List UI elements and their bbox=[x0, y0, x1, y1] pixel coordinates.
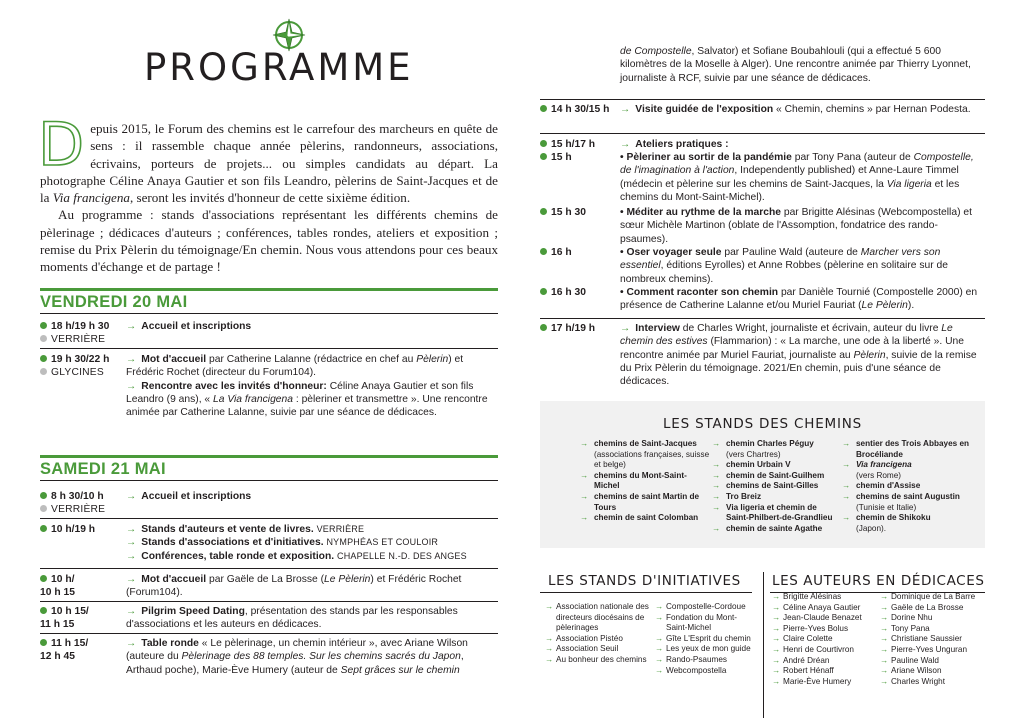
author-item-text: André Dréan bbox=[783, 655, 830, 665]
event-label: Accueil et inscriptions bbox=[141, 321, 252, 332]
arrow-icon: → bbox=[126, 354, 137, 365]
arrow-icon: → bbox=[545, 633, 554, 643]
intro-p1: epuis 2015, le Forum des chemins est le carrefour des marcheurs en quête de sens : il rassemble chaque année pèlerins, randonneurs, associations, écrivains, porteurs de projets... ou simples candidats au départ. La photographe Céline Anaya Gautier et son fils Leandro, pèlerins de Saint-Jacques et de la bbox=[40, 121, 498, 206]
author-item-text: Gaële de La Brosse bbox=[891, 602, 964, 612]
stand-item bbox=[842, 481, 972, 492]
stand-name: chemin d'Assise bbox=[856, 481, 921, 491]
stand-name: sentier des Trois Abbayes en Brocéliande bbox=[856, 439, 970, 459]
author-item bbox=[880, 634, 988, 645]
time: 19 h 30/22 h bbox=[51, 354, 110, 365]
event-text: , Arthaud poche), Marie-Ève Humery (auteur de bbox=[126, 651, 464, 676]
initiative-item bbox=[545, 655, 655, 666]
arrow-icon: → bbox=[712, 481, 721, 491]
stand-item bbox=[580, 471, 710, 492]
bullet-dot bbox=[540, 288, 547, 295]
event-bold: Conférences, table ronde et exposition. bbox=[141, 550, 335, 562]
intro-text bbox=[38, 110, 498, 276]
event-text: , éditions Eyrolles) et Anne Robbes (pèlerine en solitaire sur de nombreux chemins). bbox=[620, 260, 948, 285]
initiative-item bbox=[545, 634, 655, 645]
stand-name: Tro Breiz bbox=[726, 491, 762, 501]
bullet-dot bbox=[540, 248, 547, 255]
initiative-item-text: Rando-Psaumes bbox=[666, 654, 727, 664]
event-text: « Le pèlerinage, un chemin intérieur », avec Ariane Wilson (auteure du bbox=[126, 638, 468, 663]
event-bold: Interview bbox=[635, 323, 680, 334]
author-item bbox=[880, 613, 988, 624]
initiative-item-text: Association Seuil bbox=[556, 644, 619, 654]
bullet-dot bbox=[40, 525, 47, 532]
event-bold: Rencontre avec les invités d'honneur: bbox=[141, 380, 327, 392]
page-title: PROGRAMME bbox=[144, 46, 414, 89]
bullet-dot bbox=[40, 322, 47, 329]
stand-item bbox=[842, 492, 972, 513]
event-italic: Le chemin des estives bbox=[620, 323, 953, 348]
day-heading-samedi bbox=[40, 455, 498, 481]
event-text: ). bbox=[907, 300, 915, 312]
arrow-icon: → bbox=[712, 439, 721, 448]
stands-column-1 bbox=[580, 439, 710, 524]
event-italic: Pèlerin bbox=[853, 349, 886, 361]
author-item-text: Marie-Ève Humery bbox=[783, 676, 852, 686]
arrow-icon: → bbox=[126, 574, 137, 585]
arrow-icon: → bbox=[880, 634, 889, 644]
stand-name: chemins de Saint-Gilles bbox=[726, 481, 819, 491]
author-item-text: Robert Hénaff bbox=[783, 666, 834, 676]
section-title: LES STANDS DES CHEMINS bbox=[662, 416, 863, 432]
intro-p1-end: , seront les invités d'honneur de cette sixième édition. bbox=[129, 190, 411, 206]
initiative-item-text: Gîte L'Esprit du chemin bbox=[666, 633, 751, 643]
accent-bar bbox=[40, 455, 498, 458]
arrow-icon: → bbox=[580, 470, 589, 480]
stand-item bbox=[712, 503, 840, 524]
initiative-item-text: Fondation du Mont-Saint-Michel bbox=[666, 612, 738, 633]
author-item-text: Pierre-Yves Unguran bbox=[891, 644, 967, 654]
stand-name: chemin de Saint-Guilhem bbox=[726, 470, 825, 480]
arrow-icon: → bbox=[772, 644, 781, 654]
initiatives-column-1 bbox=[545, 602, 655, 666]
event-bold: Mot d'accueil bbox=[141, 354, 207, 365]
author-item bbox=[772, 592, 880, 603]
bullet-dot bbox=[40, 639, 47, 646]
author-item-text: Henri de Courtivron bbox=[783, 644, 854, 654]
arrow-icon: → bbox=[842, 460, 851, 470]
event-italic: Compostelle, de l'imagination à l'action bbox=[620, 152, 974, 177]
author-item bbox=[772, 624, 880, 635]
stand-item bbox=[580, 513, 710, 524]
arrow-icon: → bbox=[880, 592, 889, 601]
divider bbox=[540, 133, 985, 134]
place: VERRIÈRE bbox=[51, 504, 106, 516]
time: 15 h 30 bbox=[551, 207, 586, 218]
initiative-item-text: Association Pistéo bbox=[556, 633, 623, 643]
author-item bbox=[772, 677, 880, 688]
event-italic: La Via francigena bbox=[213, 393, 293, 405]
event-label: Accueil et inscriptions bbox=[141, 491, 252, 502]
stand-note: (Japon). bbox=[856, 523, 887, 533]
stand-item bbox=[712, 524, 840, 535]
bullet-dot bbox=[40, 335, 47, 342]
stand-item bbox=[712, 471, 840, 482]
arrow-icon: → bbox=[580, 513, 589, 523]
event-text: , suivie de la remise du Prix Pèlerin du témoignage. 2021/En chemin, puis d'une séance de dédicaces. bbox=[620, 349, 977, 388]
event-text: , Salvator) et Sofiane Boubahlouli (qui a effectué 5 600 kilomètres de la Moselle à Alger). Une rencontre animée par Thierry Lyonnet, journaliste à RCF, suivie par une séance de dédicaces. bbox=[620, 46, 971, 84]
bullet-dot bbox=[540, 105, 547, 112]
event-bold: Visite guidée de l'exposition bbox=[635, 104, 774, 115]
initiative-item bbox=[545, 644, 655, 655]
intro-p2: Au programme : stands d'associations représentant les différents chemins de pèlerinage ; dédicaces d'auteurs ; conférences, tables rondes, ateliers et exposition ; remise du Prix Pèlerin du témoignage/En chemin. Nous vous attendons pour ces beaux moments d'échange et de partage ! bbox=[40, 207, 498, 275]
event-text: ) et Frédéric Rochet (Forum104). bbox=[126, 574, 462, 599]
arrow-icon: → bbox=[842, 491, 851, 501]
bullet-dot bbox=[40, 607, 47, 614]
arrow-icon: → bbox=[126, 321, 137, 332]
event-italic: Via ligeria bbox=[886, 178, 932, 190]
event-italic: Pèlerinage des 88 temples. Sur les chemins sacrés du Japon bbox=[181, 651, 461, 663]
time: 8 h 30/10 h bbox=[51, 491, 104, 502]
divider bbox=[540, 99, 985, 100]
author-item bbox=[880, 666, 988, 677]
arrow-icon: → bbox=[772, 592, 781, 601]
divider bbox=[540, 318, 985, 319]
author-item-text: Charles Wright bbox=[891, 676, 945, 686]
event-bold: Pilgrim Speed Dating bbox=[141, 606, 245, 617]
author-item-text: Tony Pana bbox=[891, 623, 930, 633]
arrow-icon: → bbox=[772, 613, 781, 623]
arrow-icon: → bbox=[772, 634, 781, 644]
arrow-icon: → bbox=[126, 606, 137, 617]
stand-name: Via ligeria et chemin de Saint-Philbert-de-Grandlieu bbox=[726, 502, 833, 523]
initiative-item-text: Au bonheur des chemins bbox=[556, 654, 647, 664]
stand-name: chemins de Saint-Jacques bbox=[594, 439, 697, 448]
event-bold: Mot d'accueil bbox=[141, 574, 207, 585]
event-item bbox=[126, 550, 494, 563]
time: 16 h bbox=[551, 247, 572, 258]
arrow-icon: → bbox=[655, 644, 664, 654]
author-item bbox=[880, 645, 988, 656]
arrow-icon: → bbox=[580, 439, 589, 448]
event-bold: Stands d'associations et d'initiatives. bbox=[141, 537, 324, 549]
arrow-icon: → bbox=[545, 602, 554, 611]
initiative-item bbox=[655, 613, 755, 634]
arrow-icon: → bbox=[880, 623, 889, 633]
event-label: Ateliers pratiques : bbox=[635, 139, 729, 150]
event-text: par Tony Pana (auteur de bbox=[791, 152, 914, 163]
author-item bbox=[880, 603, 988, 614]
arrow-icon: → bbox=[880, 602, 889, 612]
time: 17 h/19 h bbox=[551, 323, 596, 334]
stands-chemins-box bbox=[540, 401, 985, 548]
event-item bbox=[126, 523, 494, 536]
arrow-icon: → bbox=[842, 439, 851, 448]
day-title: SAMEDI 21 MAI bbox=[40, 460, 166, 478]
stand-note: (vers Rome) bbox=[856, 470, 902, 480]
author-item-text: Dominique de La Barre bbox=[891, 592, 976, 601]
stand-item bbox=[712, 439, 840, 460]
event-text: (Flammarion) : « La marche, une ode à la liberté ». Une rencontre animée par Muriel Fauriat, journaliste au bbox=[620, 336, 964, 361]
time: 10 h/ bbox=[51, 574, 75, 585]
bullet-dot bbox=[40, 575, 47, 582]
arrow-icon: → bbox=[712, 523, 721, 533]
event-text: , présentation des stands par les responsables d'associations et les auteurs en dédicaces. bbox=[126, 606, 458, 631]
event-item bbox=[126, 380, 494, 420]
time: 14 h 30/15 h bbox=[551, 104, 610, 115]
arrow-icon: → bbox=[126, 491, 137, 502]
place: VERRIÈRE bbox=[316, 524, 365, 534]
event-text: ) et Frédéric Rochet (directeur du Forum104). bbox=[126, 354, 464, 379]
arrow-icon: → bbox=[620, 139, 631, 150]
author-item-text: Céline Anaya Gautier bbox=[783, 602, 861, 612]
time: 10 h 15 bbox=[40, 587, 75, 599]
authors-column-2 bbox=[880, 592, 988, 687]
arrow-icon: → bbox=[712, 491, 721, 501]
dropcap: D bbox=[38, 110, 85, 180]
stand-name: chemin de sainte Agathe bbox=[726, 523, 823, 533]
section-title: LES AUTEURS EN DÉDICACES bbox=[772, 573, 985, 589]
event-bold: Oser voyager seule bbox=[626, 247, 722, 258]
author-item bbox=[880, 656, 988, 667]
arrow-icon: → bbox=[620, 104, 631, 115]
divider bbox=[763, 572, 764, 718]
day-heading-vendredi bbox=[40, 288, 498, 314]
event-item bbox=[126, 353, 494, 380]
right-column: de Compostelle, Salvator) et Sofiane Boubahlouli (qui a effectué 5 600 kilomètres de la Moselle à Alger). Une rencontre animée par Thierry Lyonnet, journaliste à RCF, suivie par une séance de dédicaces. 14 h 30/15 h → Visite guidée de l'exposition « Chemin, chemins » par Hernan Podesta. 15 h/17 h → Ateliers pratiques : 15 h • Pèleriner au sortir de la pandémie par Tony Pana (auteur de Compostelle, de l'imagination à l'action, Independently published) et Anne-Laure Timmel (médecin et pèlerine sur les chemins de Saint-Jacques, la Via ligeria et les chemins du Mont-Saint-Michel). 15 h 30 • Méditer au rythme de la marche par Brigitte Alésinas (Webcompostella) et sœur Michèle Martinon (oblate de l'Assomption, fondatrice des rando-psaumes). 16 h • Oser voyager seule par Pauline Wald (auteure de Marcher vers son essentiel, éditions Eyrolles) et Anne Robbes (pèlerine en solitaire sur de nombreux chemins). 16 h 30 • Comment raconter son chemin par Danièle Tournié (Compostelle 2000) en présence de Catherine Lalanne et/ou Muriel Fauriat (Le Pèlerin). 17 h/19 h → Interview de Charles Wright, journaliste et écrivain, auteur du livre Le chemin des estives (Flammarion) : « La marche, une ode à la liberté ». Une rencontre animée par Muriel Fauriat, journaliste au Pèlerin, suivie de la remise du Prix Pèlerin du témoignage. 2021/En chemin, puis d'une séance de dédicaces. bbox=[540, 0, 985, 726]
event-text: par Brigitte Alésinas (Webcompostella) et sœur Michèle Martinon (oblate de l'Assomption, fondatrice des rando-psaumes). bbox=[620, 207, 972, 245]
author-item bbox=[772, 645, 880, 656]
day-title: VENDREDI 20 MAI bbox=[40, 293, 188, 311]
event-bold: Comment raconter son chemin bbox=[626, 287, 779, 298]
bullet-dot bbox=[540, 324, 547, 331]
arrow-icon: → bbox=[712, 502, 721, 512]
bullet-dot bbox=[540, 140, 547, 147]
arrow-icon: → bbox=[655, 633, 664, 643]
arrow-icon: → bbox=[545, 654, 554, 664]
stand-name: Via francigena bbox=[856, 460, 912, 470]
divider bbox=[40, 348, 498, 349]
bullet-dot bbox=[40, 505, 47, 512]
event-bold: Table ronde bbox=[141, 638, 199, 649]
author-item bbox=[880, 624, 988, 635]
time: 16 h 30 bbox=[551, 287, 586, 298]
author-item-text: Pauline Wald bbox=[891, 655, 939, 665]
initiatives-column-2 bbox=[655, 602, 755, 676]
event-text: par Catherine Lalanne (rédactrice en chef au bbox=[206, 354, 417, 365]
divider bbox=[40, 601, 498, 602]
event-text: par Gaële de La Brosse ( bbox=[206, 574, 325, 585]
initiative-item bbox=[655, 634, 755, 645]
divider bbox=[40, 568, 498, 569]
place: NYMPHÉAS ET COULOIR bbox=[326, 537, 439, 548]
arrow-icon: → bbox=[126, 638, 137, 649]
initiative-item bbox=[655, 655, 755, 666]
arrow-icon: → bbox=[655, 654, 664, 664]
arrow-icon: → bbox=[545, 644, 554, 654]
event-text: de Charles Wright, journaliste et écrivain, auteur du livre bbox=[679, 323, 942, 334]
author-item-text: Claire Colette bbox=[783, 634, 833, 644]
initiative-item bbox=[655, 644, 755, 655]
author-item-text: Ariane Wilson bbox=[891, 666, 942, 676]
stand-note: (Tunisie et Italie) bbox=[856, 502, 917, 512]
arrow-icon: → bbox=[842, 481, 851, 491]
stand-item bbox=[842, 513, 972, 534]
stand-item bbox=[842, 460, 972, 481]
bullet-dot bbox=[540, 153, 547, 160]
time: 10 h 15/ bbox=[51, 606, 89, 617]
event-bold: Stands d'auteurs et vente de livres. bbox=[141, 524, 314, 535]
event-text: Céline Anaya Gautier et son fils Leandro (9 ans), « bbox=[126, 380, 474, 405]
divider bbox=[40, 633, 498, 634]
stand-name: chemin Charles Péguy bbox=[726, 439, 814, 448]
arrow-icon: → bbox=[712, 470, 721, 480]
bullet-dot bbox=[40, 368, 47, 375]
author-item bbox=[772, 634, 880, 645]
stand-item bbox=[712, 492, 840, 503]
arrow-icon: → bbox=[126, 537, 137, 549]
stand-name: chemin de saint Colomban bbox=[594, 513, 699, 523]
event-text: : pèleriner et transmettre ». Une rencontre animée par Catherine Lalanne, suivie par une séance de dédicaces. bbox=[126, 393, 488, 419]
event-item bbox=[126, 536, 494, 549]
arrow-icon: → bbox=[772, 602, 781, 612]
stands-column-2 bbox=[712, 439, 840, 534]
time: 15 h bbox=[551, 152, 572, 163]
arrow-icon: → bbox=[880, 613, 889, 623]
arrow-icon: → bbox=[772, 655, 781, 665]
event-italic: Marcher vers son essentiel bbox=[620, 247, 941, 272]
stand-name: chemin de Shikoku bbox=[856, 513, 931, 523]
arrow-icon: → bbox=[712, 460, 721, 470]
stands-column-3 bbox=[842, 439, 972, 534]
place: VERRIÈRE bbox=[51, 334, 106, 346]
initiative-item-text: Compostelle-Cordoue bbox=[666, 602, 746, 611]
arrow-icon: → bbox=[880, 644, 889, 654]
stand-name: chemin Urbain V bbox=[726, 460, 791, 470]
initiative-item bbox=[655, 666, 755, 677]
stand-item bbox=[580, 439, 710, 471]
arrow-icon: → bbox=[655, 665, 664, 675]
stand-note: (vers Chartres) bbox=[726, 449, 781, 459]
time: 11 h 15/ bbox=[51, 638, 89, 649]
event-text: par Danièle Tournié (Compostelle 2000) en présence de Catherine Lalanne et/ou Muriel Fauriat ( bbox=[620, 287, 978, 312]
event-italic: Sept grâces sur le chemin bbox=[340, 664, 460, 676]
initiative-item-text: Les yeux de mon guide bbox=[666, 644, 751, 654]
stand-name: chemins de saint Augustin bbox=[856, 491, 960, 501]
left-column bbox=[40, 0, 500, 726]
stand-item bbox=[712, 460, 840, 471]
arrow-icon: → bbox=[880, 666, 889, 676]
author-item-text: Dorine Nhu bbox=[891, 613, 933, 623]
initiative-item bbox=[545, 602, 655, 634]
arrow-icon: → bbox=[880, 655, 889, 665]
place: CHAPELLE N.-D. DES ANGES bbox=[337, 550, 467, 561]
arrow-icon: → bbox=[772, 676, 781, 686]
arrow-icon: → bbox=[772, 623, 781, 633]
time: 18 h/19 h 30 bbox=[51, 321, 110, 332]
author-item bbox=[880, 592, 988, 603]
stand-item bbox=[712, 481, 840, 492]
initiative-item-text: Webcompostella bbox=[666, 665, 727, 675]
author-item-text: Pierre-Yves Bolus bbox=[783, 623, 849, 633]
stand-item bbox=[580, 492, 710, 513]
event-text: par Pauline Wald (auteure de bbox=[721, 247, 861, 258]
accent-bar bbox=[40, 288, 498, 291]
initiative-item-text: Association nationale des directeurs diocésains de pèlerinages bbox=[556, 602, 649, 633]
event-text: « Chemin, chemins » par Hernan Podesta. bbox=[773, 104, 971, 115]
section-title: LES STANDS D'INITIATIVES bbox=[548, 573, 741, 589]
authors-column-1 bbox=[772, 592, 880, 687]
arrow-icon: → bbox=[655, 602, 664, 611]
event-text: , Independently published) et Anne-Laure Timmel (médecin et pèlerine sur les chemins de Saint-Jacques, la bbox=[620, 165, 959, 190]
author-item bbox=[772, 656, 880, 667]
arrow-icon: → bbox=[842, 513, 851, 523]
arrow-icon: → bbox=[580, 491, 589, 501]
stand-name: chemins du Mont-Saint-Michel bbox=[594, 470, 687, 491]
event-bold: Méditer au rythme de la marche bbox=[626, 207, 781, 218]
arrow-icon: → bbox=[620, 323, 631, 334]
intro-p1-italic: Via francigena bbox=[52, 190, 130, 206]
arrow-icon: → bbox=[126, 550, 137, 562]
time: 12 h 45 bbox=[40, 651, 75, 663]
author-item bbox=[772, 666, 880, 677]
stand-name: chemins de saint Martin de Tours bbox=[594, 491, 700, 512]
time: 11 h 15 bbox=[40, 619, 75, 631]
author-item-text: Christiane Saussier bbox=[891, 634, 962, 644]
event-italic: Le Pèlerin bbox=[324, 574, 371, 585]
event-italic: Pèlerin bbox=[416, 354, 449, 365]
event-bold: Pèleriner au sortir de la pandémie bbox=[626, 152, 792, 163]
author-item bbox=[772, 613, 880, 624]
time: 15 h/17 h bbox=[551, 139, 596, 150]
author-item bbox=[880, 677, 988, 688]
event-italic: de Compostelle bbox=[620, 46, 692, 57]
arrow-icon: → bbox=[880, 676, 889, 686]
event-italic: Le Pèlerin bbox=[861, 300, 908, 312]
arrow-icon: → bbox=[126, 380, 137, 392]
arrow-icon: → bbox=[126, 524, 137, 535]
initiative-item bbox=[655, 602, 755, 613]
author-item-text: Jean-Claude Benazet bbox=[783, 613, 862, 623]
author-item bbox=[772, 603, 880, 614]
arrow-icon: → bbox=[772, 666, 781, 676]
time: 10 h/19 h bbox=[51, 524, 96, 535]
arrow-icon: → bbox=[655, 612, 664, 622]
stand-item bbox=[842, 439, 972, 460]
place: GLYCINES bbox=[51, 367, 104, 379]
divider bbox=[40, 518, 498, 519]
event-text: et les chemins du Mont-Saint-Michel). bbox=[620, 178, 960, 203]
bullet-dot bbox=[40, 492, 47, 499]
author-item-text: Brigitte Alésinas bbox=[783, 592, 842, 601]
divider bbox=[540, 592, 752, 593]
bullet-dot bbox=[40, 355, 47, 362]
stand-note: (associations françaises, suisse et belge) bbox=[594, 449, 710, 470]
bullet-dot bbox=[540, 208, 547, 215]
